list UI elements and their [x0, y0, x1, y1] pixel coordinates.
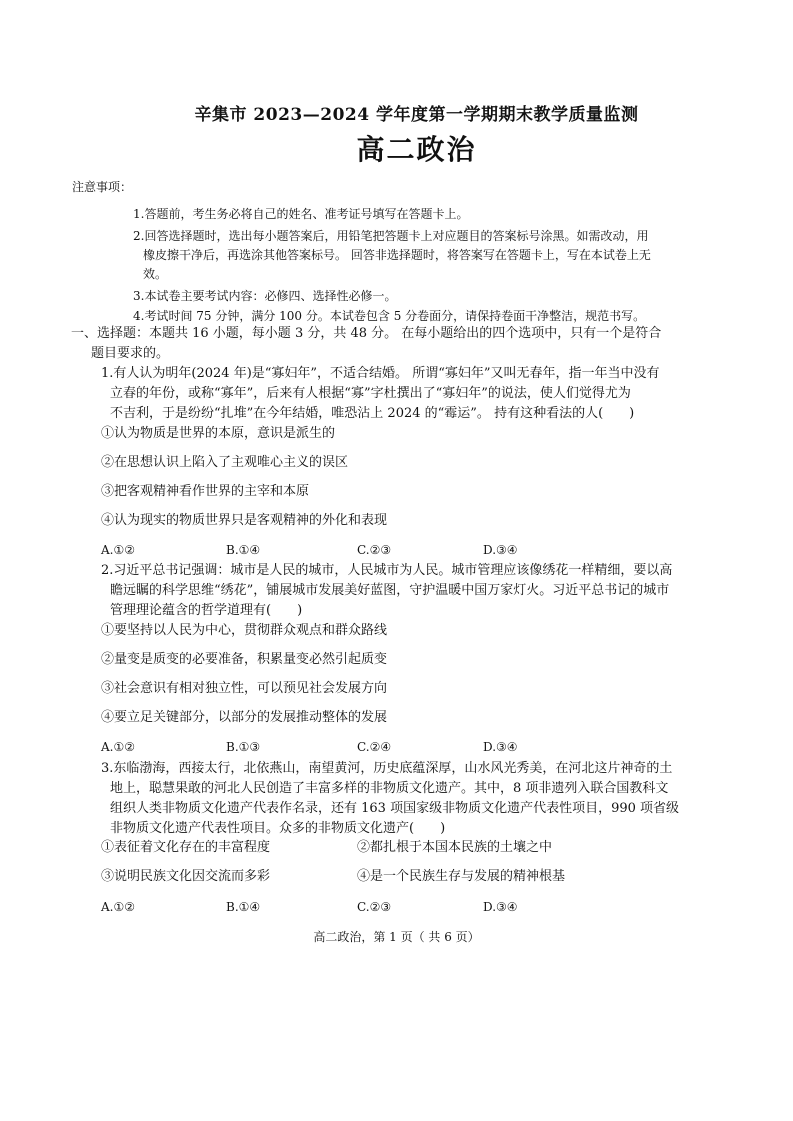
- question-1-statement: ①认为物质是世界的本原，意识是派生的: [101, 426, 336, 441]
- notice-item: 4.考试时间 75 分钟，满分 100 分。本试卷包含 5 分卷面分，请保持卷面干净整洁，规范书写。: [133, 309, 646, 323]
- question-3-choice-c: C.②③: [357, 900, 392, 914]
- question-1-statement: ②在思想认识上陷入了主观唯心主义的误区: [101, 455, 349, 470]
- question-3-choice-b: B.①④: [226, 900, 261, 914]
- question-2-stem: 管理理论蕴含的哲学道理有( ): [110, 603, 303, 618]
- question-2-stem: 2.习近平总书记强调：城市是人民的城市，人民城市为人民。城市管理应该像绣花一样精细，要以高: [101, 563, 673, 578]
- question-1-choice-a: A.①②: [101, 543, 135, 557]
- question-1-stem: 立春的年份，或称“寡年”，后来有人根据“寡”字杜撰出了“寡妇年”的说法，使人们觉得尤为: [110, 386, 631, 401]
- notice-item: 1.答题前，考生务必将自己的姓名、准考证号填写在答题卡上。: [133, 207, 469, 221]
- question-3-statement: ④是一个民族生存与发展的精神根基: [357, 869, 566, 884]
- notice-item: 3.本试卷主要考试内容：必修四、选择性必修一。: [133, 289, 397, 303]
- question-3-stem: 3.东临渤海，西接太行，北依燕山，南望黄河，历史底蕴深厚，山水风光秀美，在河北这片神奇的土: [101, 761, 673, 776]
- question-2-statement: ④要立足关键部分，以部分的发展推动整体的发展: [101, 710, 388, 725]
- question-2-choice-d: D.③④: [483, 740, 518, 754]
- question-3-choice-a: A.①②: [101, 900, 135, 914]
- page-footer: 高二政治，第 1 页（ 共 6 页）: [313, 930, 480, 944]
- question-2-statement: ③社会意识有相对独立性，可以预见社会发展方向: [101, 681, 388, 696]
- notice-heading: 注意事项：: [72, 180, 133, 194]
- question-1-choice-b: B.①④: [226, 543, 261, 557]
- question-1-statement: ④认为现实的物质世界只是客观精神的外化和表现: [101, 513, 388, 528]
- question-3-choice-d: D.③④: [483, 900, 518, 914]
- question-1-choice-c: C.②③: [357, 543, 392, 557]
- question-3-stem: 非物质文化遗产代表性项目。众多的非物质文化遗产( ): [110, 821, 446, 836]
- question-2-choice-b: B.①③: [226, 740, 261, 754]
- section-heading-cont: 题目要求的。: [91, 346, 170, 361]
- section-heading: 一、选择题：本题共 16 小题，每小题 3 分，共 48 分。 在每小题给出的四个选项中，只有一个是符合: [71, 326, 662, 341]
- question-2-choice-c: C.②④: [357, 740, 392, 754]
- question-2-statement: ②量变是质变的必要准备，积累量变必然引起质变: [101, 652, 388, 667]
- question-2-choice-a: A.①②: [101, 740, 135, 754]
- question-3-statement: ③说明民族文化因交流而多彩: [101, 869, 271, 884]
- exam-title: 辛集市 2023—2024 学年度第一学期期末教学质量监测: [194, 105, 639, 125]
- notice-item: 2.回答选择题时，选出每小题答案后，用铅笔把答题卡上对应题目的答案标号涂黑。如需改动，用: [133, 229, 649, 243]
- notice-item: 效。: [143, 267, 168, 281]
- question-3-stem: 组织人类非物质文化遗产代表作名录，还有 163 项国家级非物质文化遗产代表性项目，990 项省级: [110, 801, 680, 816]
- question-2-statement: ①要坚持以人民为中心，贯彻群众观点和群众路线: [101, 623, 388, 638]
- question-3-stem: 地上，聪慧果敢的河北人民创造了丰富多样的非物质文化遗产。其中，8 项非遗列入联合国教科文: [110, 781, 669, 796]
- question-3-statement: ②都扎根于本国本民族的土壤之中: [357, 840, 553, 855]
- question-1-stem: 1.有人认为明年(2024 年)是“寡妇年”，不适合结婚。 所谓“寡妇年”又叫无春年，指一年当中没有: [101, 366, 660, 381]
- question-2-stem: 瞻远瞩的科学思维“绣花”，铺展城市发展美好蓝图，守护温暖中国万家灯火。习近平总书记的城市: [110, 583, 670, 598]
- question-3-statement: ①表征着文化存在的丰富程度: [101, 840, 271, 855]
- subject-title: 高二政治: [356, 133, 477, 166]
- question-1-stem: 不吉利，于是纷纷“扎堆”在今年结婚，唯恐沾上 2024 的“霉运”。 持有这种看法的人( ): [110, 406, 635, 421]
- question-1-statement: ③把客观精神看作世界的主宰和本原: [101, 484, 310, 499]
- question-1-choice-d: D.③④: [483, 543, 518, 557]
- notice-item: 橡皮擦干净后，再选涂其他答案标号。 回答非选择题时，将答案写在答题卡上，写在本试卷上无: [143, 248, 651, 262]
